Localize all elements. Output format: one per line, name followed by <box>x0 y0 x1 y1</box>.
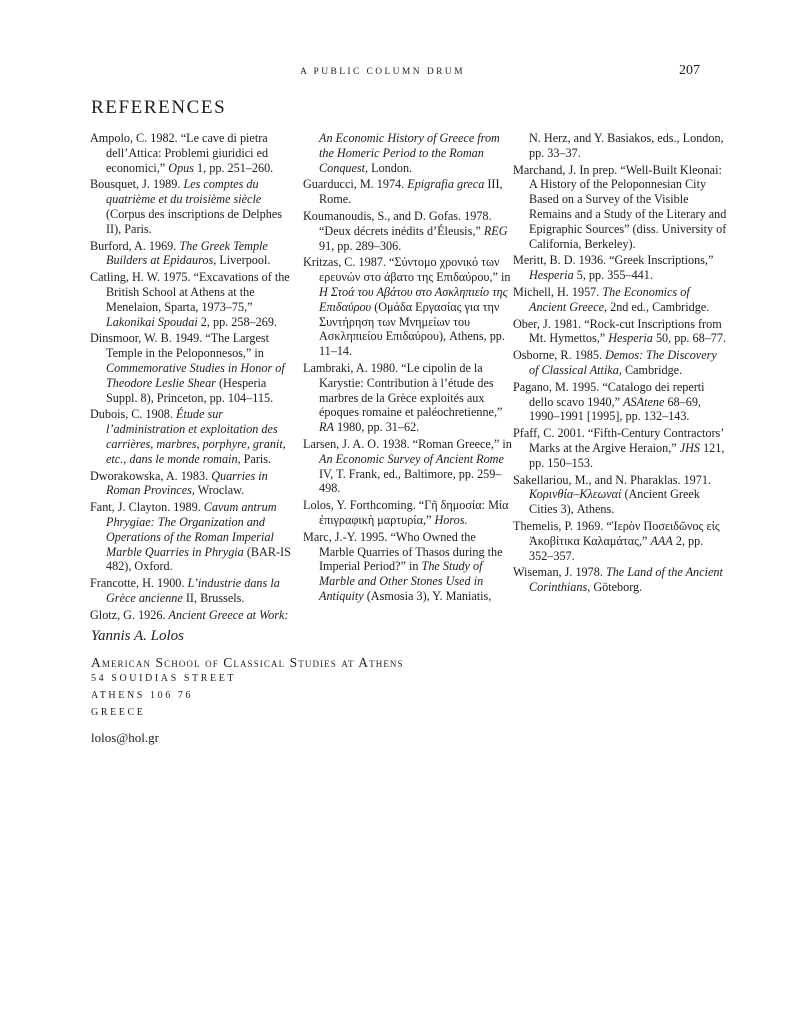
reference-text: Burford, A. 1969. <box>90 238 180 253</box>
page-number: 207 <box>679 63 700 78</box>
reference-title: Κορινθία–Κλεωναί <box>529 487 622 502</box>
references-column-1 <box>90 131 294 625</box>
reference-details: (Ancient Greek Cities 3), Athens. <box>529 487 700 517</box>
reference-text: Bousquet, J. 1989. <box>90 177 184 192</box>
reference-entry <box>90 331 294 405</box>
reference-entry-continued <box>513 131 727 161</box>
author-email[interactable]: lolos@hol.gr <box>91 730 159 745</box>
reference-details: (Corpus des inscriptions de Delphes II), Paris. <box>106 206 283 236</box>
reference-title: The Land of the Ancient Corinthians, <box>529 565 723 595</box>
reference-text: Lambraki, A. 1980. “Le cipolin de la Karystie: Contribution à l’étude des marbres de la Grèce exploités aux époques romaine et paléochretienne,” <box>303 360 503 420</box>
running-head <box>0 63 792 83</box>
reference-entry <box>90 131 294 175</box>
reference-title: Lakonikai Spoudai <box>106 314 198 329</box>
author-affiliation: American School of Classical Studies at Athens <box>91 655 404 670</box>
reference-text: Marchand, J. In prep. “Well-Built Kleonai: A History of the Peloponnesian City Based on a Survey of the Visible Remains and a Study of the Literary and Epigraphic Sources” (diss. University of California, Berkeley). <box>513 162 727 251</box>
reference-details: 91, pp. 289–306. <box>319 238 402 253</box>
references-column-3-list <box>513 163 727 595</box>
reference-entry <box>303 361 513 435</box>
reference-entry <box>513 380 727 424</box>
reference-details: 5, pp. 355–441. <box>573 268 653 283</box>
reference-entry <box>90 407 294 466</box>
reference-title: The Study of Marble and Other Stones Used in Antiquity <box>319 559 484 603</box>
references-column-2 <box>303 131 513 606</box>
reference-text: Pagano, M. 1995. “Catalogo dei reperti dello scavo 1940,” <box>513 379 705 409</box>
reference-entry <box>513 565 727 595</box>
reference-title: An Economic Survey of Ancient Rome <box>319 451 504 466</box>
reference-details: Paris. <box>240 451 272 466</box>
reference-title: Hesperia <box>608 331 653 346</box>
reference-entry-continued <box>303 131 513 175</box>
reference-title: Commemorative Studies in Honor of Theodore Leslie Shear <box>106 360 285 390</box>
reference-entry <box>90 500 294 574</box>
reference-entry <box>303 498 513 528</box>
reference-title: JHS <box>679 440 701 455</box>
reference-text: Larsen, J. A. O. 1938. “Roman Greece,” in <box>303 436 512 451</box>
reference-title: Étude sur l’administration et exploitation des carrières, marbres, porphyre, granit, etc., dans le monde romain, <box>106 407 286 466</box>
reference-text: Themelis, P. 1969. “Ἱερὸν Ποσειδῶνος εἰς Ἀκοβίτικα Καλαμάτας,” <box>513 518 720 548</box>
reference-title: Hesperia <box>529 268 574 283</box>
author-name: Yannis A. Lolos <box>91 628 184 644</box>
reference-details: 50, pp. 68–77. <box>652 331 727 346</box>
reference-details: (Ομάδα Εργασίας για την Συντήρηση των Μνημείων του Ασκληπιείου Επιδαύρου), Athens, pp. 11–14. <box>319 299 505 359</box>
references-column-3 <box>513 131 727 597</box>
reference-entry <box>513 473 727 517</box>
reference-entry <box>513 317 727 347</box>
reference-entry <box>90 469 294 499</box>
reference-text: Osborne, R. 1985. <box>513 348 606 363</box>
reference-title: Cavum antrum Phrygiae: The Organization and Operations of the Roman Imperial Marble Quarries in Phrygia <box>106 500 277 559</box>
reference-details: III, Rome. <box>319 177 503 207</box>
reference-title: RA <box>319 420 334 435</box>
reference-title: L’industrie dans la Grèce ancienne <box>106 576 280 605</box>
reference-details: 1980, pp. 31–62. <box>333 420 420 435</box>
reference-title: Horos. <box>434 512 468 527</box>
reference-details: London. <box>368 160 413 175</box>
references-heading: REFERENCES <box>91 97 227 118</box>
reference-text: Dworakowska, A. 1983. <box>90 468 212 483</box>
reference-entry <box>303 437 513 496</box>
reference-entry <box>303 530 513 604</box>
reference-details: Cambridge. <box>621 362 683 377</box>
reference-text: N. Herz, and Y. Basiakos, eds., London, pp. 33–37. <box>529 131 724 160</box>
reference-text: Michell, H. 1957. <box>513 284 603 299</box>
reference-title: The Greek Temple Builders at Epidauros, <box>106 238 268 268</box>
reference-text: Kritzas, C. 1987. “Σύντομο χρονικό των ερευνών στο άβατο της Επιδαύρου,” in <box>303 255 511 285</box>
reference-entry <box>90 177 294 236</box>
reference-entry <box>513 519 727 563</box>
reference-text: Marc, J.-Y. 1995. “Who Owned the Marble Quarries of Thasos during the Imperial Period?” in <box>303 529 503 574</box>
reference-text: Ampolo, C. 1982. “Le cave di pietra dell’Attica: Problemi giuridici ed economici,” <box>90 131 269 175</box>
address-city: ATHENS 106 76 <box>91 690 194 701</box>
reference-text: Koumanoudis, S., and D. Gofas. 1978. “Deux décrets inédits d’Éleusis,” <box>303 208 492 238</box>
reference-details: (BAR-IS 482), Oxford. <box>106 544 291 574</box>
reference-text: Catling, H. W. 1975. “Excavations of the British School at Athens at the Menelaion, Sparta, 1973–75,” <box>90 270 290 314</box>
reference-title: Les comptes du quatrième et du troisième siècle <box>106 177 262 207</box>
reference-title: Η Στοά του Αβάτου στο Ασκληπιείο της Επιδαύρου <box>319 284 508 314</box>
reference-details: Liverpool. <box>216 253 271 268</box>
reference-entry <box>513 253 727 283</box>
reference-title: Ancient Greece at Work: <box>168 607 289 622</box>
reference-details: 68–69, 1990–1991 [1995], pp. 132–143. <box>529 394 701 424</box>
reference-text: Francotte, H. 1900. <box>90 576 188 591</box>
reference-title: REG <box>483 223 508 238</box>
reference-text: Dinsmoor, W. B. 1949. “The Largest Temple in the Peloponnesos,” in <box>90 331 270 361</box>
author-block <box>91 628 551 746</box>
reference-details: II, Brussels. <box>182 590 245 605</box>
running-title: A PUBLIC COLUMN DRUM <box>300 67 465 77</box>
reference-text: Dubois, C. 1908. <box>90 407 176 422</box>
reference-title: Quarries in Roman Provinces, <box>106 468 268 498</box>
reference-details: 1, pp. 251–260. <box>194 160 274 175</box>
reference-entry <box>303 209 513 253</box>
reference-details: 121, pp. 150–153. <box>529 440 725 470</box>
reference-entry <box>90 270 294 329</box>
reference-details: (Asmosia 3), Y. Maniatis, <box>363 588 492 603</box>
reference-entry <box>513 348 727 378</box>
reference-entry <box>90 239 294 269</box>
reference-entry <box>303 177 513 207</box>
reference-text: Pfaff, C. 2001. “Fifth-Century Contractors’ Marks at the Argive Heraion,” <box>513 426 724 455</box>
reference-details: 2, pp. 352–357. <box>529 533 704 563</box>
reference-text: Ober, J. 1981. “Rock-cut Inscriptions from Mt. Hymettos,” <box>513 316 722 346</box>
reference-text: Fant, J. Clayton. 1989. <box>90 500 204 515</box>
reference-text: Glotz, G. 1926. <box>90 607 169 622</box>
reference-title: Opus <box>168 160 194 175</box>
reference-text: Wiseman, J. 1978. <box>513 565 606 580</box>
reference-entry <box>513 285 727 315</box>
reference-text: Lolos, Y. Forthcoming. “Γῆ δημοσία: Μία ἐπιγραφικὴ μαρτυρία,” <box>303 498 509 527</box>
reference-details: Wroclaw. <box>194 483 245 498</box>
address-street: 54 SOUIDIAS STREET <box>91 673 237 684</box>
references-column-2-list <box>303 177 513 603</box>
address-country: GREECE <box>91 707 146 718</box>
reference-details: 2, pp. 258–269. <box>197 314 277 329</box>
reference-title: AAA <box>650 533 673 548</box>
reference-text: Sakellariou, M., and N. Pharaklas. 1971. <box>513 472 712 487</box>
reference-details: Göteborg. <box>590 580 643 595</box>
reference-title: Demos: The Discovery of Classical Attika, <box>529 348 717 377</box>
reference-title: Epigrafia greca <box>407 177 485 192</box>
reference-text: Guarducci, M. 1974. <box>303 177 408 192</box>
reference-details: 2nd ed., Cambridge. <box>607 299 710 314</box>
reference-entry <box>90 608 294 623</box>
reference-details: (Hesperia Suppl. 8), Princeton, pp. 104–115. <box>106 375 274 405</box>
reference-details: IV, T. Frank, ed., Baltimore, pp. 259–498. <box>319 466 502 496</box>
reference-title: The Economics of Ancient Greece, <box>529 284 690 314</box>
reference-entry <box>303 255 513 359</box>
reference-entry <box>90 576 294 606</box>
reference-entry <box>513 426 727 470</box>
reference-text: Meritt, B. D. 1936. “Greek Inscriptions,” <box>513 253 714 268</box>
reference-title: ASAtene <box>623 394 665 409</box>
reference-title: An Economic History of Greece from the Homeric Period to the Roman Conquest, <box>319 131 500 175</box>
reference-entry <box>513 163 727 252</box>
